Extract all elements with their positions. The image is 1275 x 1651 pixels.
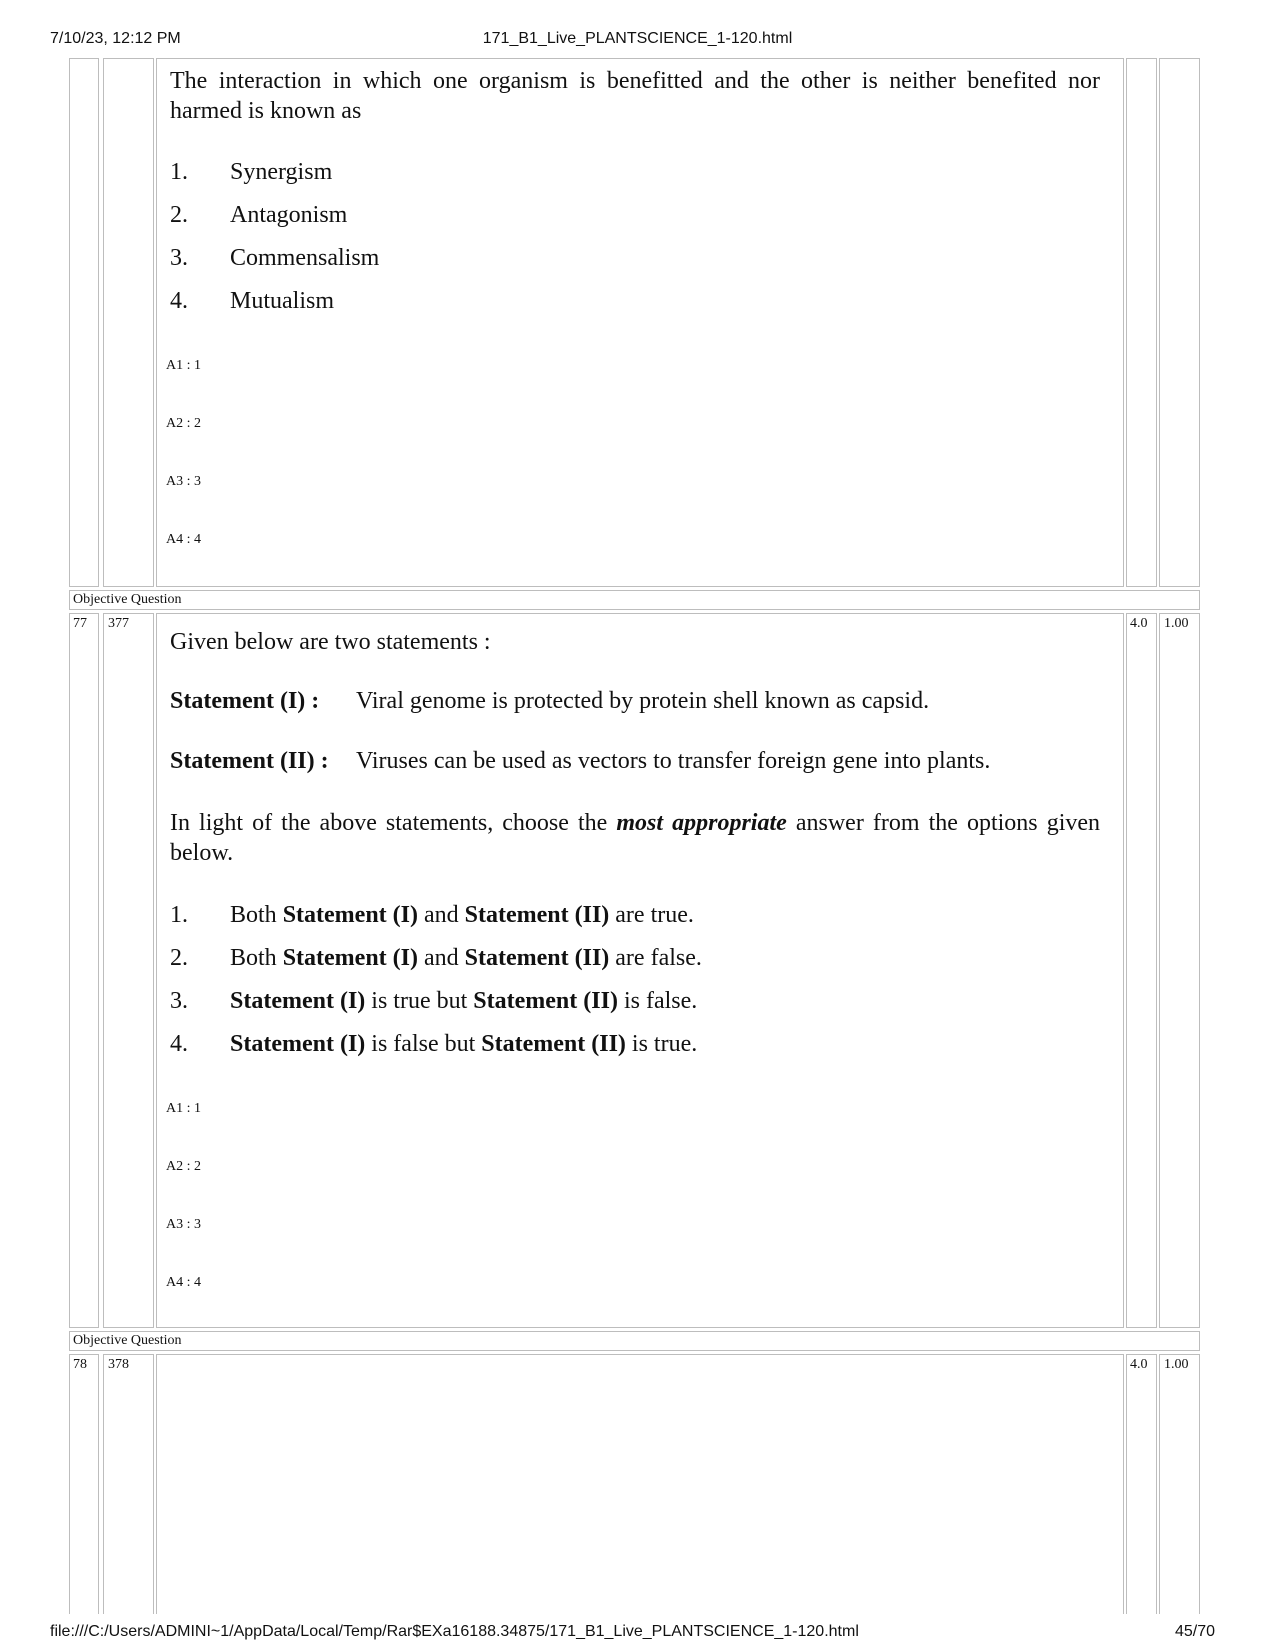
option-text: Statement (I) is true but Statement (II) is false. <box>230 988 698 1014</box>
question-intro: Given below are two statements : <box>170 629 491 655</box>
qid-cell: 377 <box>103 613 154 1328</box>
option-text: Synergism <box>230 159 333 185</box>
option-number: 1. <box>170 159 188 185</box>
option-number: 3. <box>170 245 188 271</box>
option-number: 1. <box>170 902 188 928</box>
statement-2 <box>170 748 990 775</box>
option-text: Both Statement (I) and Statement (II) are false. <box>230 945 702 971</box>
qid-cell <box>103 58 154 587</box>
answer-key-3: A3 : 3 <box>166 1217 201 1232</box>
option-number: 2. <box>170 945 188 971</box>
instruction-emphasis: most appropriate <box>616 810 787 836</box>
marks-cell: 4.0 <box>1126 1354 1157 1614</box>
question-text: The interaction in which one organism is benefitted and the other is neither benefited nor harmed is known as <box>170 68 1100 124</box>
option-text: Both Statement (I) and Statement (II) are true. <box>230 902 694 928</box>
question-instruction <box>170 808 1100 868</box>
sno-cell: 77 <box>69 613 99 1328</box>
answer-key-2: A2 : 2 <box>166 1159 201 1174</box>
statement-1-text: Viral genome is protected by protein shell known as capsid. <box>356 688 930 714</box>
print-datetime: 7/10/23, 12:12 PM <box>50 30 181 47</box>
statement-2-label: Statement (II) : <box>170 748 329 774</box>
section-label: Objective Question <box>69 1331 1200 1351</box>
answer-key-4: A4 : 4 <box>166 532 201 547</box>
section-label: Objective Question <box>69 590 1200 610</box>
statement-1 <box>170 688 929 715</box>
option-number: 4. <box>170 1031 188 1057</box>
option-text: Mutualism <box>230 288 335 314</box>
option-text: Antagonism <box>230 202 348 228</box>
question-cell <box>156 1354 1124 1614</box>
answer-key-4: A4 : 4 <box>166 1275 201 1290</box>
answer-key-3: A3 : 3 <box>166 474 201 489</box>
instruction-text: In light of the above statements, choose the <box>170 810 617 836</box>
marks-cell: 4.0 <box>1126 613 1157 1328</box>
statement-1-label: Statement (I) : <box>170 688 320 714</box>
negative-cell: 1.00 <box>1159 613 1200 1328</box>
print-file-path: file:///C:/Users/ADMINI~1/AppData/Local/Temp/Rar$EXa16188.34875/171_B1_Live_PLANTSCIENCE_1-120.html <box>50 1623 859 1640</box>
option-text: Statement (I) is false but Statement (II) is true. <box>230 1031 698 1057</box>
answer-key-2: A2 : 2 <box>166 416 201 431</box>
sno-cell <box>69 58 99 587</box>
option-number: 3. <box>170 988 188 1014</box>
print-filename: 171_B1_Live_PLANTSCIENCE_1-120.html <box>482 30 793 47</box>
option-text: Commensalism <box>230 245 380 271</box>
qid-cell: 378 <box>103 1354 154 1614</box>
negative-cell <box>1159 58 1200 587</box>
answer-key-1: A1 : 1 <box>166 1101 201 1116</box>
print-page-number: 45/70 <box>1175 1623 1216 1640</box>
marks-cell <box>1126 58 1157 587</box>
option-number: 2. <box>170 202 188 228</box>
negative-cell: 1.00 <box>1159 1354 1200 1614</box>
option-number: 4. <box>170 288 188 314</box>
answer-key-1: A1 : 1 <box>166 358 201 373</box>
instruction-text: answer from the options given below. <box>170 810 1101 866</box>
statement-2-text: Viruses can be used as vectors to transfer foreign gene into plants. <box>356 748 991 774</box>
sno-cell: 78 <box>69 1354 99 1614</box>
question-cell <box>156 58 1124 587</box>
